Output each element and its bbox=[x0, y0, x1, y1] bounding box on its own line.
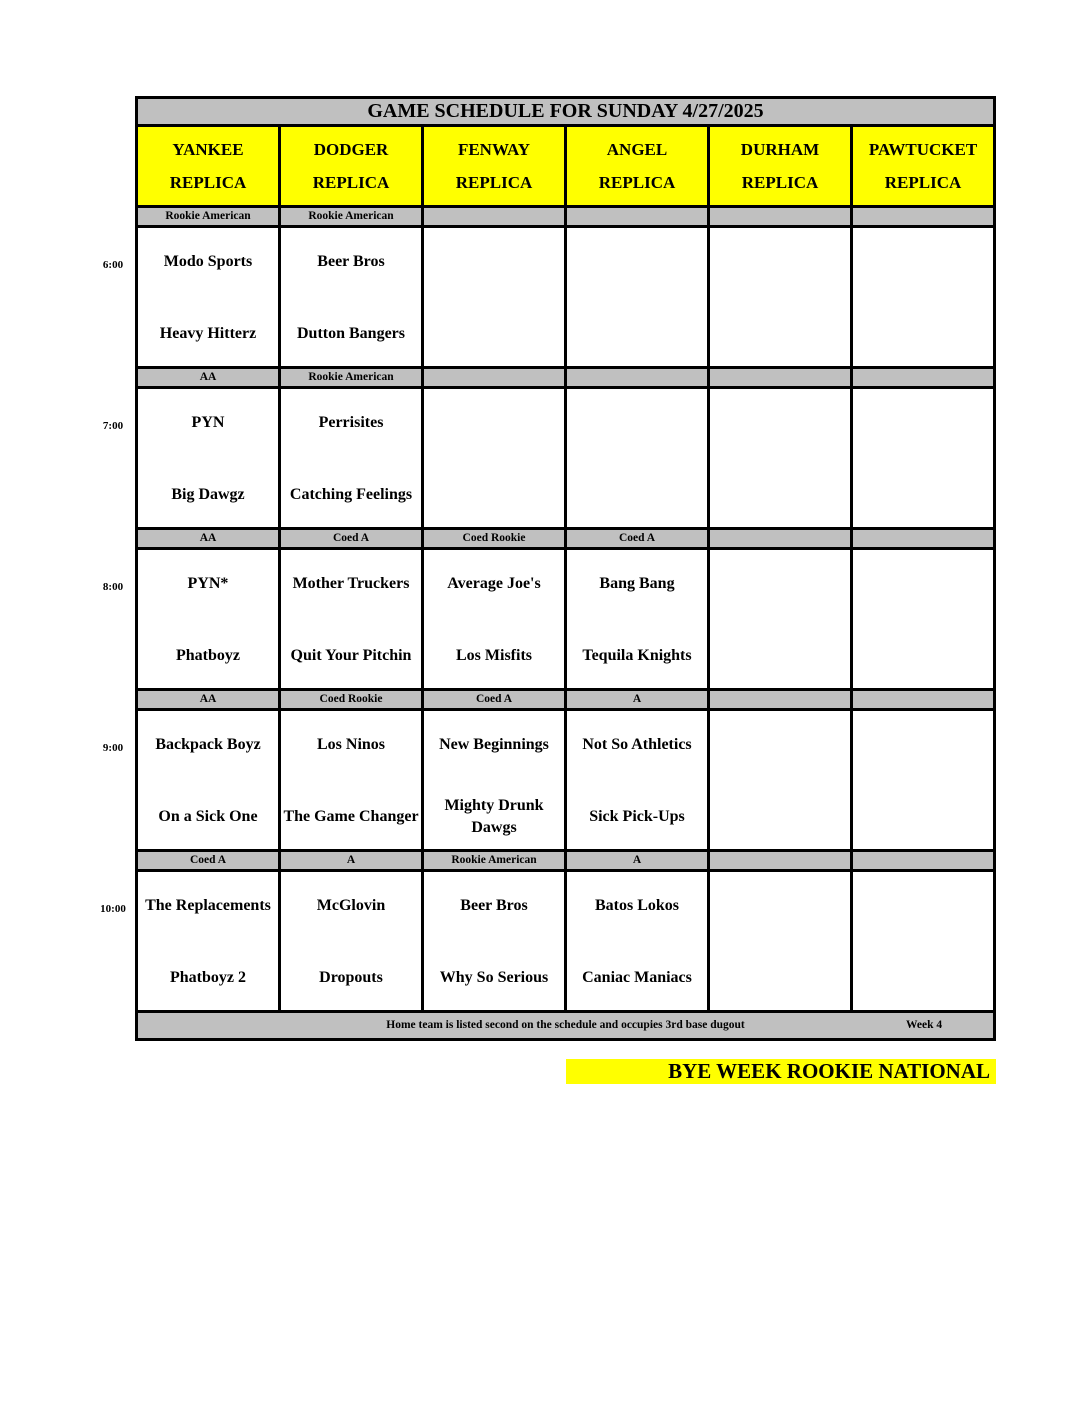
away-team: Beer Bros bbox=[460, 897, 528, 914]
home-team bbox=[853, 634, 993, 678]
field-name: ANGEL bbox=[606, 140, 668, 159]
division-label: Rookie American bbox=[280, 368, 423, 388]
division-label: Rookie American bbox=[280, 207, 423, 227]
home-team: Mighty Drunk Dawgs bbox=[444, 797, 544, 836]
game-cell bbox=[709, 710, 852, 851]
away-team: The Replacements bbox=[145, 897, 271, 914]
away-team: Mother Truckers bbox=[292, 575, 410, 592]
game-cell bbox=[566, 549, 709, 690]
away-team bbox=[567, 240, 707, 284]
division-label bbox=[852, 851, 995, 871]
division-label: Rookie American bbox=[423, 851, 566, 871]
division-label: Rookie American bbox=[137, 207, 280, 227]
field-name: DODGER bbox=[313, 140, 389, 159]
game-cell bbox=[280, 549, 423, 690]
away-team bbox=[424, 240, 564, 284]
game-row bbox=[137, 549, 995, 690]
home-team bbox=[710, 473, 850, 517]
game-cell bbox=[423, 388, 566, 529]
division-label bbox=[709, 529, 852, 549]
division-label: Coed A bbox=[280, 529, 423, 549]
game-cell bbox=[709, 227, 852, 368]
division-label: Coed A bbox=[423, 690, 566, 710]
division-label bbox=[852, 207, 995, 227]
game-cell bbox=[709, 549, 852, 690]
home-team: Why So Serious bbox=[439, 969, 549, 986]
division-label bbox=[709, 690, 852, 710]
home-team: On a Sick One bbox=[158, 808, 258, 825]
game-cell bbox=[280, 871, 423, 1012]
away-team bbox=[853, 562, 993, 606]
field-name: YANKEE bbox=[172, 140, 244, 159]
division-label: Coed A bbox=[566, 529, 709, 549]
game-cell bbox=[852, 549, 995, 690]
away-team bbox=[710, 723, 850, 767]
game-cell bbox=[280, 388, 423, 529]
away-team: Bang Bang bbox=[599, 575, 675, 592]
division-label: A bbox=[280, 851, 423, 871]
division-label bbox=[852, 368, 995, 388]
game-row bbox=[137, 710, 995, 851]
division-row bbox=[137, 207, 995, 227]
away-team: Modo Sports bbox=[163, 253, 253, 270]
home-team bbox=[710, 634, 850, 678]
home-team: Caniac Maniacs bbox=[582, 969, 692, 986]
away-team: McGlovin bbox=[316, 897, 386, 914]
division-label bbox=[566, 207, 709, 227]
away-team bbox=[853, 401, 993, 445]
away-team bbox=[710, 401, 850, 445]
away-team: PYN* bbox=[187, 575, 229, 592]
home-team-note: Home team is listed second on the schedule and occupies 3rd base dugout bbox=[386, 1019, 745, 1031]
game-cell bbox=[566, 227, 709, 368]
home-team: Los Misfits bbox=[456, 647, 532, 664]
division-label bbox=[709, 368, 852, 388]
home-team: Quit Your Pitchin bbox=[290, 647, 412, 664]
field-type: REPLICA bbox=[598, 173, 676, 192]
game-cell bbox=[137, 227, 280, 368]
away-team: Average Joe's bbox=[447, 575, 541, 592]
game-cell bbox=[137, 549, 280, 690]
away-team: Beer Bros bbox=[317, 253, 385, 270]
game-cell bbox=[852, 227, 995, 368]
home-team bbox=[424, 473, 564, 517]
division-row bbox=[137, 690, 995, 710]
home-team: Dutton Bangers bbox=[296, 325, 405, 342]
division-label: Coed Rookie bbox=[423, 529, 566, 549]
field-type: REPLICA bbox=[455, 173, 533, 192]
away-team bbox=[710, 240, 850, 284]
field-header bbox=[423, 126, 566, 207]
away-team bbox=[853, 240, 993, 284]
away-team bbox=[853, 884, 993, 928]
division-label bbox=[852, 690, 995, 710]
away-team: PYN bbox=[191, 414, 225, 431]
game-cell bbox=[137, 871, 280, 1012]
away-team bbox=[567, 401, 707, 445]
game-cell bbox=[137, 388, 280, 529]
division-label bbox=[709, 851, 852, 871]
game-cell bbox=[852, 710, 995, 851]
game-cell bbox=[566, 871, 709, 1012]
game-cell bbox=[852, 871, 995, 1012]
field-name: DURHAM bbox=[740, 140, 820, 159]
game-cell bbox=[423, 710, 566, 851]
game-cell bbox=[852, 388, 995, 529]
bye-week-banner: BYE WEEK ROOKIE NATIONAL bbox=[566, 1059, 996, 1084]
home-team bbox=[424, 312, 564, 356]
field-header-row bbox=[137, 126, 995, 207]
time-label: 9:00 bbox=[102, 742, 124, 754]
field-name: PAWTUCKET bbox=[868, 140, 978, 159]
away-team bbox=[853, 723, 993, 767]
game-cell bbox=[709, 388, 852, 529]
game-cell bbox=[423, 549, 566, 690]
home-team: Sick Pick-Ups bbox=[589, 808, 685, 825]
time-label: 10:00 bbox=[100, 903, 126, 915]
game-row bbox=[137, 227, 995, 368]
away-team: Backpack Boyz bbox=[155, 736, 261, 753]
field-name: FENWAY bbox=[457, 140, 531, 159]
time-label: 6:00 bbox=[102, 259, 124, 271]
footer-bar bbox=[137, 1012, 995, 1040]
away-team: Not So Athletics bbox=[582, 736, 692, 753]
week-label: Week 4 bbox=[906, 1019, 943, 1031]
division-label: AA bbox=[137, 690, 280, 710]
division-label bbox=[423, 207, 566, 227]
home-team bbox=[853, 312, 993, 356]
division-row bbox=[137, 851, 995, 871]
game-cell bbox=[709, 871, 852, 1012]
away-team: Los Ninos bbox=[316, 736, 386, 753]
home-team bbox=[710, 956, 850, 1000]
game-cell bbox=[137, 710, 280, 851]
away-team: New Beginnings bbox=[439, 736, 549, 753]
game-row bbox=[137, 388, 995, 529]
game-cell bbox=[280, 710, 423, 851]
home-team bbox=[853, 795, 993, 839]
home-team bbox=[710, 312, 850, 356]
home-team bbox=[567, 312, 707, 356]
game-cell bbox=[423, 871, 566, 1012]
division-row bbox=[137, 529, 995, 549]
division-label bbox=[566, 368, 709, 388]
schedule-sheet bbox=[135, 96, 996, 1041]
division-label: AA bbox=[137, 368, 280, 388]
division-label: Coed A bbox=[137, 851, 280, 871]
division-label bbox=[709, 207, 852, 227]
home-team: Heavy Hitterz bbox=[159, 325, 257, 342]
home-team: The Game Changer bbox=[283, 808, 419, 825]
field-header bbox=[709, 126, 852, 207]
field-header bbox=[566, 126, 709, 207]
game-cell bbox=[423, 227, 566, 368]
home-team: Phatboyz 2 bbox=[170, 969, 246, 986]
game-cell bbox=[566, 388, 709, 529]
division-label: A bbox=[566, 690, 709, 710]
home-team: Tequila Knights bbox=[582, 647, 692, 664]
division-label: Coed Rookie bbox=[280, 690, 423, 710]
division-label: A bbox=[566, 851, 709, 871]
home-team: Dropouts bbox=[319, 969, 383, 986]
field-header bbox=[137, 126, 280, 207]
field-header bbox=[280, 126, 423, 207]
schedule-table bbox=[135, 96, 996, 1041]
time-label: 7:00 bbox=[102, 420, 124, 432]
home-team bbox=[567, 473, 707, 517]
game-cell bbox=[566, 710, 709, 851]
game-cell bbox=[280, 227, 423, 368]
field-type: REPLICA bbox=[741, 173, 819, 192]
field-header bbox=[852, 126, 995, 207]
away-team bbox=[710, 884, 850, 928]
home-team bbox=[853, 956, 993, 1000]
away-team bbox=[424, 401, 564, 445]
home-team: Big Dawgz bbox=[171, 486, 245, 503]
division-label bbox=[423, 368, 566, 388]
time-label: 8:00 bbox=[102, 581, 124, 593]
field-type: REPLICA bbox=[312, 173, 390, 192]
away-team: Perrisites bbox=[318, 414, 384, 431]
away-team bbox=[710, 562, 850, 606]
division-label bbox=[852, 529, 995, 549]
home-team: Catching Feelings bbox=[289, 486, 413, 503]
schedule-title: GAME SCHEDULE FOR SUNDAY 4/27/2025 bbox=[137, 98, 995, 126]
away-team: Batos Lokos bbox=[594, 897, 680, 914]
field-type: REPLICA bbox=[884, 173, 962, 192]
division-row bbox=[137, 368, 995, 388]
field-type: REPLICA bbox=[169, 173, 247, 192]
home-team bbox=[710, 795, 850, 839]
home-team: Phatboyz bbox=[176, 647, 240, 664]
game-row bbox=[137, 871, 995, 1012]
division-label: AA bbox=[137, 529, 280, 549]
home-team bbox=[853, 473, 993, 517]
